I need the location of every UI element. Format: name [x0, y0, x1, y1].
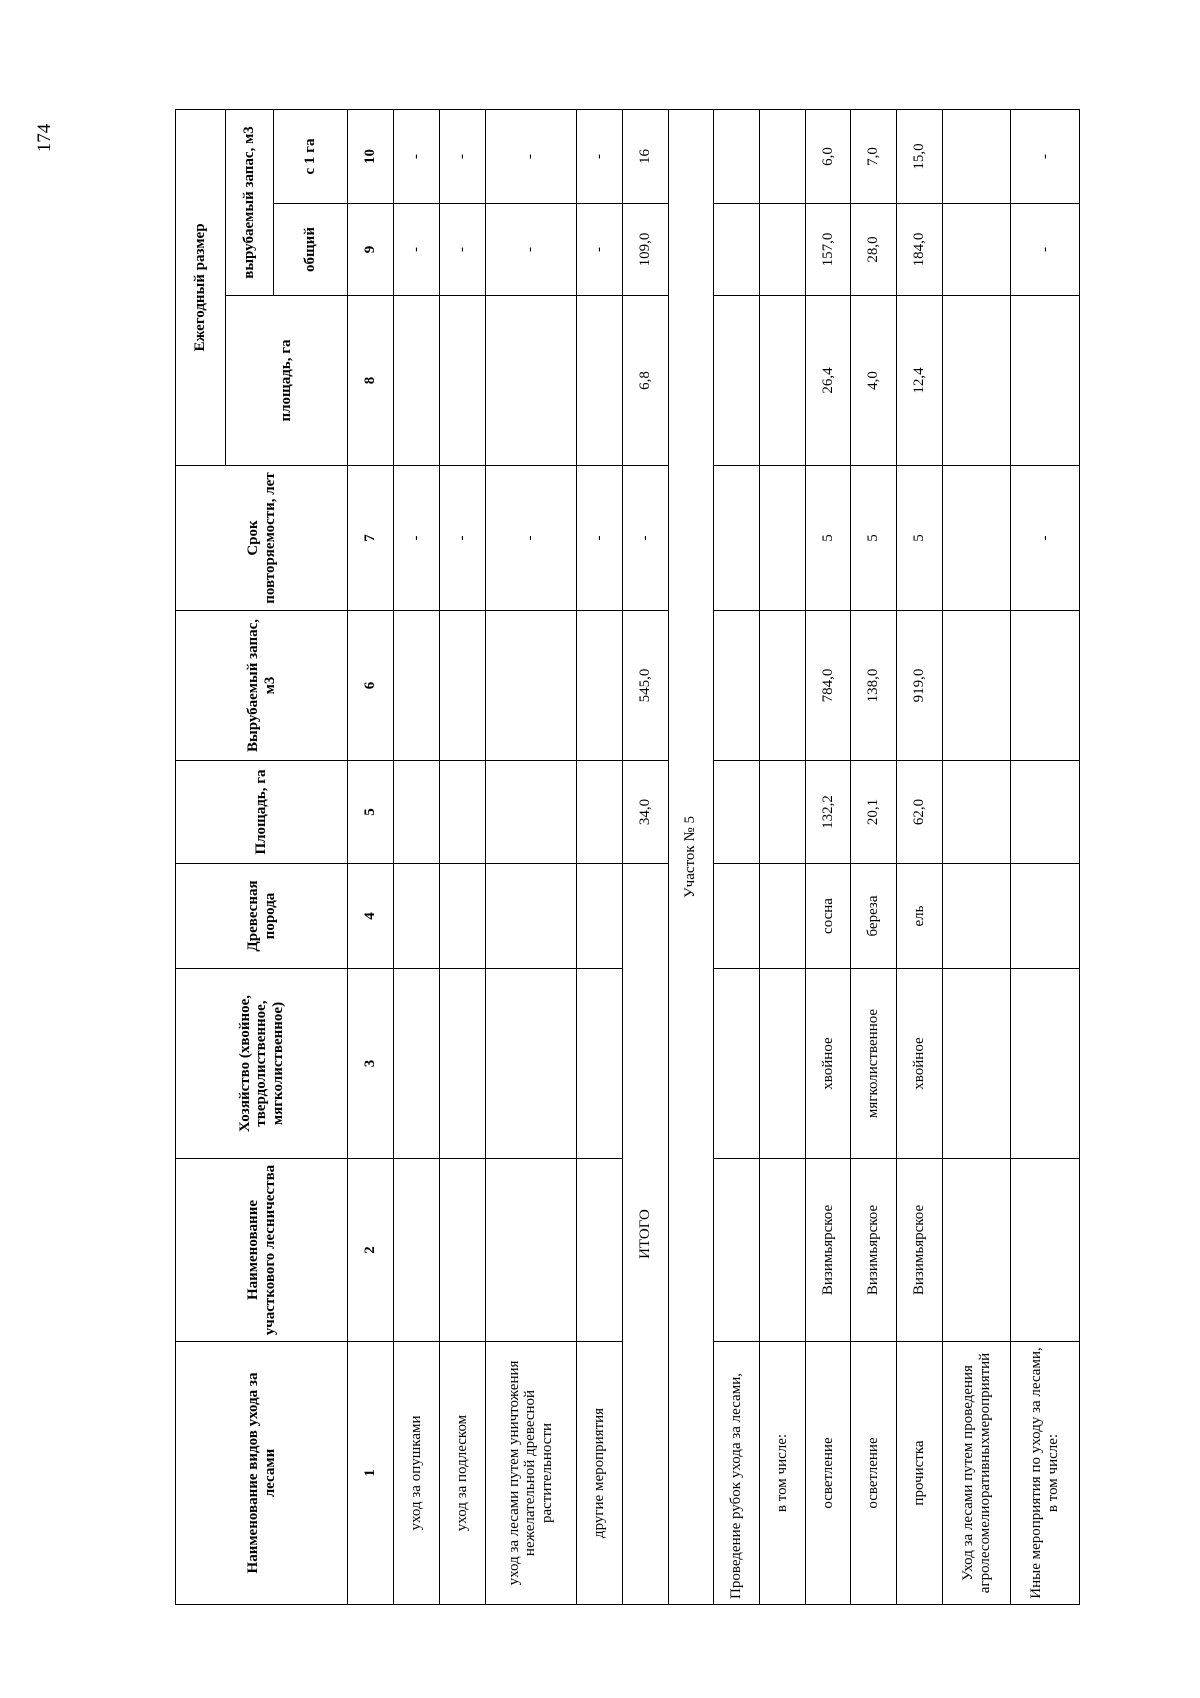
economy: мягколиственное: [851, 969, 897, 1159]
table-row: [439, 109, 485, 1604]
annual-total: 157,0: [805, 204, 851, 296]
stock: [942, 611, 1011, 761]
annual-per-ha: 6,0: [805, 109, 851, 203]
col-number: 1: [348, 1342, 394, 1605]
economy: [439, 969, 485, 1159]
header-annual-area: площадь, га: [225, 296, 348, 466]
col-number: 6: [348, 611, 394, 761]
col-number: 8: [348, 296, 394, 466]
table-row: [394, 109, 440, 1604]
area: 20,1: [851, 761, 897, 864]
species: [394, 864, 440, 969]
economy: [394, 969, 440, 1159]
annual-area: 26,4: [805, 296, 851, 466]
annual-area: 4,0: [851, 296, 897, 466]
economy: [485, 969, 576, 1159]
recurrence: -: [485, 466, 576, 611]
economy: [577, 969, 623, 1159]
annual-total: -: [485, 204, 576, 296]
stock: 784,0: [805, 611, 851, 761]
table-row: [805, 109, 851, 1604]
annual-area: [942, 296, 1011, 466]
recurrence: 5: [851, 466, 897, 611]
care-type: другие мероприятия: [577, 1342, 623, 1605]
header-stock: Вырубаемый запас, м3: [176, 611, 348, 761]
annual-per-ha: [759, 109, 805, 203]
header-care-type: Наименование видов ухода за лесами: [176, 1342, 348, 1605]
care-type: в том числе:: [759, 1342, 805, 1605]
area: [1011, 761, 1080, 864]
recurrence: 5: [897, 466, 943, 611]
forestry: [942, 1159, 1011, 1342]
annual-total: [759, 204, 805, 296]
header-annual: Ежегодный размер: [176, 109, 226, 465]
col-number: 4: [348, 864, 394, 969]
care-type: прочистка: [897, 1342, 943, 1605]
section-title: Участок № 5: [668, 109, 714, 1604]
total-label: ИТОГО: [622, 864, 668, 1605]
forestry: [439, 1159, 485, 1342]
annual-area: [485, 296, 576, 466]
col-number: 2: [348, 1159, 394, 1342]
header-forestry: Наименование участкового лесничества: [176, 1159, 348, 1342]
annual-total: 184,0: [897, 204, 943, 296]
annual-total: -: [394, 204, 440, 296]
species: [577, 864, 623, 969]
annual-total: [714, 204, 760, 296]
annual-per-ha: [942, 109, 1011, 203]
forestry: [394, 1159, 440, 1342]
table-row: [485, 109, 576, 1604]
annual-area: [577, 296, 623, 466]
total-annual-per-ha: 16: [622, 109, 668, 203]
economy: хвойное: [897, 969, 943, 1159]
table-row: [577, 109, 623, 1604]
total-annual-area: 6,8: [622, 296, 668, 466]
total-recurrence: -: [622, 466, 668, 611]
annual-total: [942, 204, 1011, 296]
table-row: [1011, 109, 1080, 1604]
species: [714, 864, 760, 969]
header-species: Древесная порода: [176, 864, 348, 969]
col-number: 10: [348, 109, 394, 203]
forestry: Визимьярское: [805, 1159, 851, 1342]
species: ель: [897, 864, 943, 969]
rotated-table-container: [175, 110, 1080, 1605]
recurrence: [759, 466, 805, 611]
header-area: Площадь, га: [176, 761, 348, 864]
area: 132,2: [805, 761, 851, 864]
care-type: осветление: [851, 1342, 897, 1605]
species: [759, 864, 805, 969]
col-number: 7: [348, 466, 394, 611]
recurrence: 5: [805, 466, 851, 611]
care-type: уход за лесами путем уничтожения нежелательной древесной растительности: [485, 1342, 576, 1605]
area: [759, 761, 805, 864]
forestry: Визимьярское: [897, 1159, 943, 1342]
annual-total: -: [1011, 204, 1080, 296]
annual-area: [1011, 296, 1080, 466]
recurrence: -: [577, 466, 623, 611]
col-number: 3: [348, 969, 394, 1159]
annual-per-ha: 15,0: [897, 109, 943, 203]
table-row: [759, 109, 805, 1604]
annual-per-ha: [714, 109, 760, 203]
forestry: [759, 1159, 805, 1342]
header-annual-stock: вырубаемый запас, м3: [225, 109, 273, 295]
annual-per-ha: -: [394, 109, 440, 203]
forestry: [577, 1159, 623, 1342]
annual-per-ha: -: [1011, 109, 1080, 203]
stock: 138,0: [851, 611, 897, 761]
annual-per-ha: -: [485, 109, 576, 203]
annual-area: [439, 296, 485, 466]
recurrence: [714, 466, 760, 611]
annual-area: [394, 296, 440, 466]
header-recurrence: Срок повторяемости, лет: [176, 466, 348, 611]
total-area: 34,0: [622, 761, 668, 864]
page-number: 174: [34, 123, 55, 153]
annual-per-ha: -: [439, 109, 485, 203]
species: сосна: [805, 864, 851, 969]
annual-area: [714, 296, 760, 466]
area: 62,0: [897, 761, 943, 864]
care-type: осветление: [805, 1342, 851, 1605]
stock: [577, 611, 623, 761]
annual-area: [759, 296, 805, 466]
stock: [439, 611, 485, 761]
area: [714, 761, 760, 864]
annual-total: -: [577, 204, 623, 296]
annual-area: 12,4: [897, 296, 943, 466]
forestry: Визимьярское: [851, 1159, 897, 1342]
stock: [714, 611, 760, 761]
care-type: уход за подлеском: [439, 1342, 485, 1605]
area: [439, 761, 485, 864]
table-row: [942, 109, 1011, 1604]
total-row: [622, 109, 668, 1604]
economy: [1011, 969, 1080, 1159]
species: [1011, 864, 1080, 969]
species: [485, 864, 576, 969]
economy: [759, 969, 805, 1159]
economy: хвойное: [805, 969, 851, 1159]
stock: [485, 611, 576, 761]
species: [942, 864, 1011, 969]
header-economy: Хозяйство (хвойное, твердолиственное, мягколиственное): [176, 969, 348, 1159]
header-annual-total: общий: [273, 204, 348, 296]
care-type: уход за опушками: [394, 1342, 440, 1605]
stock: [759, 611, 805, 761]
table-row: [851, 109, 897, 1604]
forestry: [485, 1159, 576, 1342]
area: [577, 761, 623, 864]
stock: [394, 611, 440, 761]
annual-per-ha: -: [577, 109, 623, 203]
col-number: 9: [348, 204, 394, 296]
col-number: 5: [348, 761, 394, 864]
forestry: [1011, 1159, 1080, 1342]
species: [439, 864, 485, 969]
stock: [1011, 611, 1080, 761]
economy: [942, 969, 1011, 1159]
care-type: Уход за лесами путем проведения агролесомелиоративныхмероприятий: [942, 1342, 1011, 1605]
total-annual-total: 109,0: [622, 204, 668, 296]
area: [942, 761, 1011, 864]
annual-total: -: [439, 204, 485, 296]
care-type: Иные мероприятия по уходу за лесами, в том числе:: [1011, 1342, 1080, 1605]
care-type: Проведение рубок ухода за лесами,: [714, 1342, 760, 1605]
table-row: [714, 109, 760, 1604]
area: [394, 761, 440, 864]
forest-care-table: [175, 109, 1080, 1605]
area: [485, 761, 576, 864]
stock: 919,0: [897, 611, 943, 761]
table-row: [897, 109, 943, 1604]
total-stock: 545,0: [622, 611, 668, 761]
forestry: [714, 1159, 760, 1342]
recurrence: -: [439, 466, 485, 611]
annual-per-ha: 7,0: [851, 109, 897, 203]
annual-total: 28,0: [851, 204, 897, 296]
economy: [714, 969, 760, 1159]
header-annual-per-ha: с 1 га: [273, 109, 348, 203]
recurrence: -: [394, 466, 440, 611]
recurrence: -: [1011, 466, 1080, 611]
section-row: [668, 109, 714, 1604]
recurrence: [942, 466, 1011, 611]
species: береза: [851, 864, 897, 969]
